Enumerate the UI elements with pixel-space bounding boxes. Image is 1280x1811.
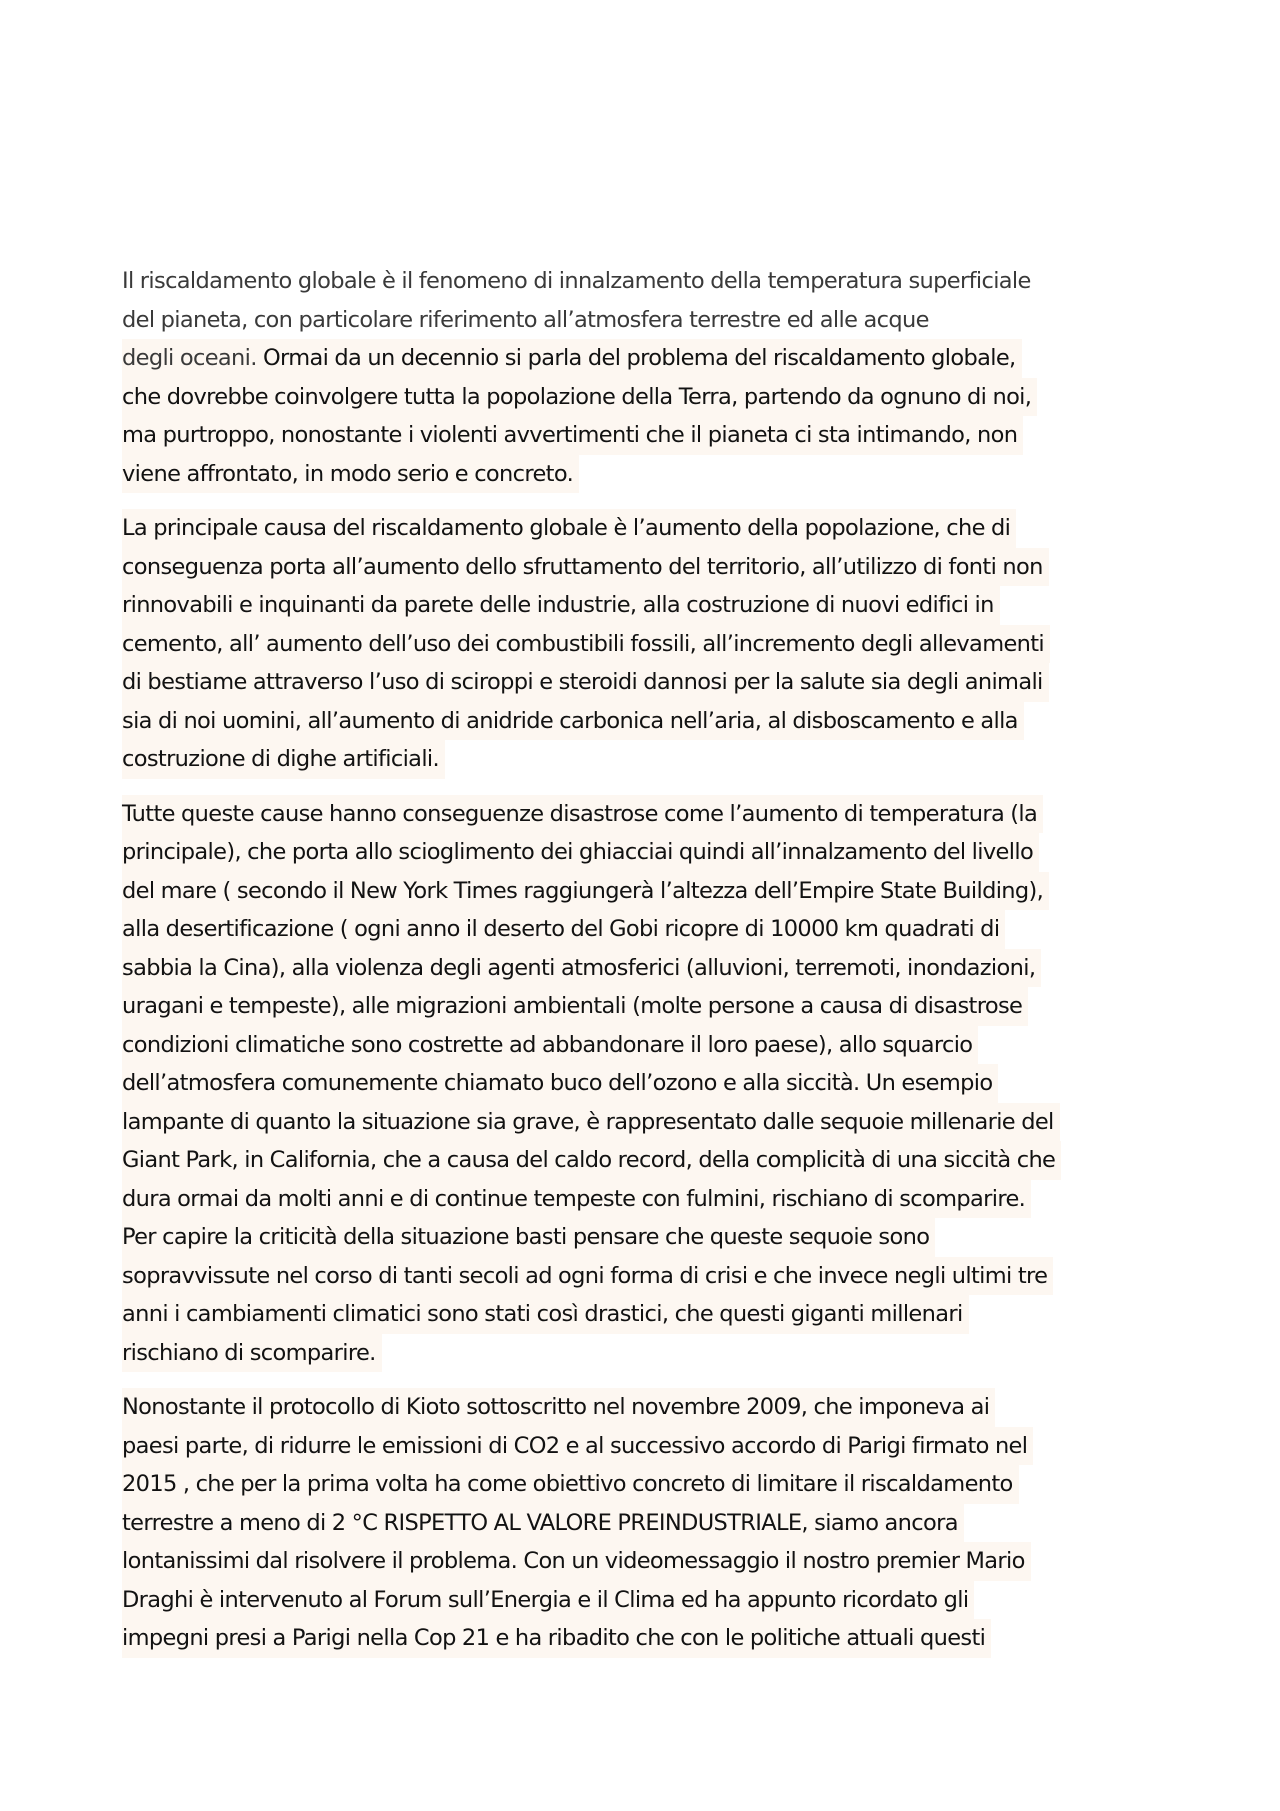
- paragraph-2: [122, 509, 1172, 779]
- text-line: 2015 , che per la prima volta ha come obiettivo concreto di limitare il riscaldamento: [122, 1465, 1019, 1504]
- text-segment-plain: degli oceani.: [122, 345, 263, 371]
- text-line: del pianeta, con particolare riferimento all’atmosfera terrestre ed alle acque: [122, 306, 929, 333]
- text-line: del mare ( secondo il New York Times raggiungerà l’altezza dell’Empire State Building),: [122, 872, 1049, 911]
- text-line: anni i cambiamenti climatici sono stati così drastici, che questi giganti millenari: [122, 1295, 969, 1334]
- text-line: rinnovabili e inquinanti da parete delle industrie, alla costruzione di nuovi edifici in: [122, 586, 1000, 625]
- text-line: terrestre a meno di 2 °C RISPETTO AL VALORE PREINDUSTRIALE, siamo ancora: [122, 1504, 964, 1543]
- text-line: dura ormai da molti anni e di continue tempeste con fulmini, rischiano di scomparire.: [122, 1180, 1031, 1219]
- text-line: viene affrontato, in modo serio e concreto.: [122, 455, 579, 494]
- text-line: sia di noi uomini, all’aumento di anidride carbonica nell’aria, al disboscamento e alla: [122, 702, 1024, 741]
- text-line: che dovrebbe coinvolgere tutta la popolazione della Terra, partendo da ognuno di noi,: [122, 378, 1037, 417]
- text-line: Per capire la criticità della situazione basti pensare che queste sequoie sono: [122, 1218, 935, 1257]
- text-line: Tutte queste cause hanno conseguenze disastrose come l’aumento di temperatura (la: [122, 795, 1043, 834]
- paragraph-1: [122, 262, 1172, 493]
- text-line: sopravvissute nel corso di tanti secoli ad ogni forma di crisi e che invece negli ultimi tre: [122, 1257, 1053, 1296]
- text-line: Giant Park, in California, che a causa del caldo record, della complicità di una siccità che: [122, 1141, 1061, 1180]
- text-line: alla desertificazione ( ogni anno il deserto del Gobi ricopre di 10000 km quadrati di: [122, 910, 1005, 949]
- text-line: di bestiame attraverso l’uso di sciroppi e steroidi dannosi per la salute sia degli animali: [122, 663, 1049, 702]
- text-line: costruzione di dighe artificiali.: [122, 740, 445, 779]
- paragraph-4: [122, 1388, 1172, 1658]
- text-line: impegni presi a Parigi nella Cop 21 e ha ribadito che con le politiche attuali questi: [122, 1619, 991, 1658]
- text-line: dell’atmosfera comunemente chiamato buco dell’ozono e alla siccità. Un esempio: [122, 1064, 998, 1103]
- text-line: cemento, all’ aumento dell’uso dei combustibili fossili, all’incremento degli allevamenti: [122, 625, 1050, 664]
- text-line: rischiano di scomparire.: [122, 1334, 382, 1373]
- text-line: Il riscaldamento globale è il fenomeno di innalzamento della temperatura superficiale: [122, 268, 1031, 294]
- text-line: ma purtroppo, nonostante i violenti avvertimenti che il pianeta ci sta intimando, non: [122, 416, 1023, 455]
- text-segment-highlighted: Ormai da un decennio si parla del problema del riscaldamento globale,: [262, 345, 1016, 371]
- text-line: sabbia la Cina), alla violenza degli agenti atmosferici (alluvioni, terremoti, inondazioni,: [122, 949, 1041, 988]
- text-line-mixed: [122, 339, 1022, 378]
- paragraph-3: [122, 795, 1172, 1373]
- text-line: Draghi è intervenuto al Forum sull’Energia e il Clima ed ha appunto ricordato gli: [122, 1581, 974, 1620]
- document-body: [122, 262, 1172, 1674]
- text-line: Nonostante il protocollo di Kioto sottoscritto nel novembre 2009, che imponeva ai: [122, 1388, 995, 1427]
- text-line: principale), che porta allo scioglimento dei ghiacciai quindi all’innalzamento del livello: [122, 833, 1039, 872]
- text-line: paesi parte, di ridurre le emissioni di CO2 e al successivo accordo di Parigi firmato nel: [122, 1427, 1033, 1466]
- text-line: La principale causa del riscaldamento globale è l’aumento della popolazione, che di: [122, 509, 1016, 548]
- text-line: condizioni climatiche sono costrette ad abbandonare il loro paese), allo squarcio: [122, 1026, 978, 1065]
- text-line: lontanissimi dal risolvere il problema. Con un videomessaggio il nostro premier Mario: [122, 1542, 1031, 1581]
- text-line: lampante di quanto la situazione sia grave, è rappresentato dalle sequoie millenarie del: [122, 1103, 1060, 1142]
- text-line: uragani e tempeste), alle migrazioni ambientali (molte persone a causa di disastrose: [122, 987, 1028, 1026]
- text-line: conseguenza porta all’aumento dello sfruttamento del territorio, all’utilizzo di fonti non: [122, 548, 1049, 587]
